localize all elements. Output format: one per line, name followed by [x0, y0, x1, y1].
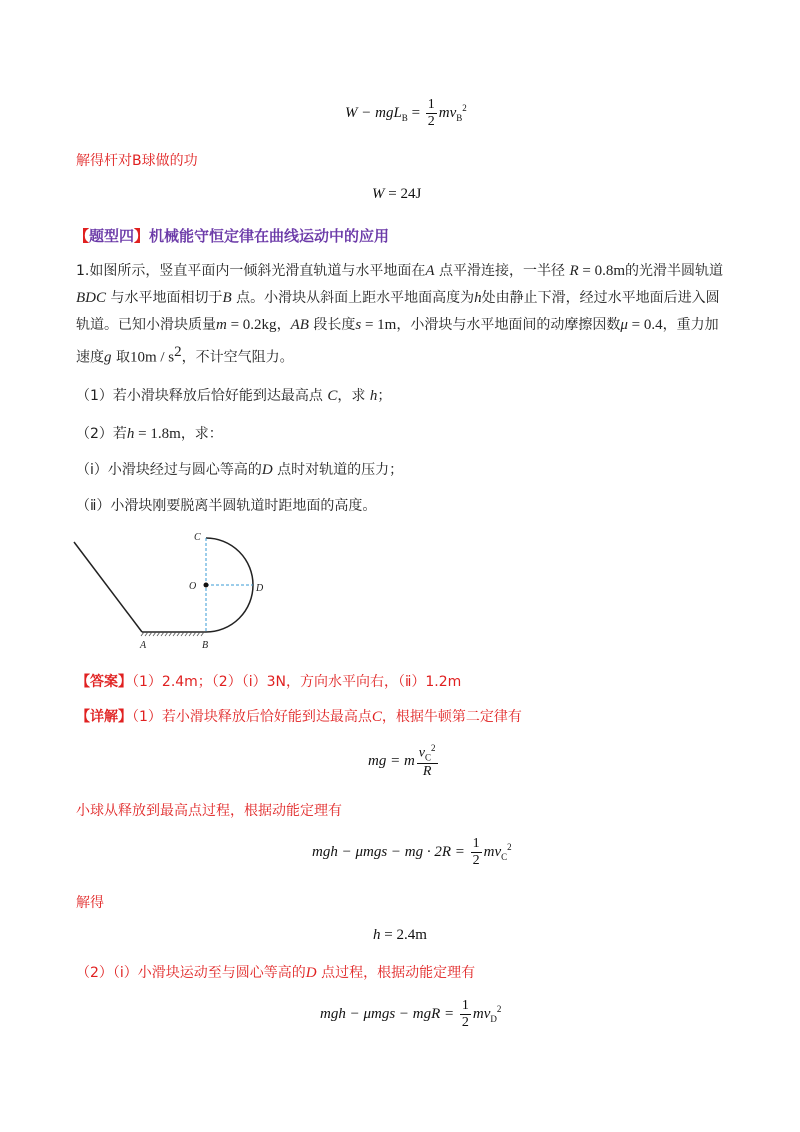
- problem-line-3: 轨道。已知小滑块质量m = 0.2kg，AB 段长度s = 1m，小滑块与水平地面间的动摩擦因数μ = 0.4，重力加: [76, 317, 719, 333]
- problem-line-1: 1.如图所示，竖直平面内一倾斜光滑直轨道与水平地面在A 点平滑连接，一半径 R = 0.8m的光滑半圆轨道: [76, 263, 723, 279]
- label-d: D: [256, 583, 264, 594]
- label-o: O: [189, 581, 197, 592]
- question-2-ii: （ⅱ）小滑块刚要脱离半圆轨道时距地面的高度。: [76, 498, 377, 514]
- track-diagram: [70, 528, 280, 658]
- solution-text-point-d: （2）（ⅰ）小滑块运动至与圆心等高的D 点过程，根据动能定理有: [76, 965, 476, 981]
- solution-text-energy-top: 小球从释放到最高点过程，根据动能定理有: [76, 803, 342, 819]
- center-point: [204, 583, 209, 588]
- section-heading: 【题型四】机械能守恒定律在曲线运动中的应用: [74, 227, 390, 245]
- solution-text-solve: 解得: [76, 895, 104, 911]
- answer-line: 【答案】（1）2.4m；（2）（ⅰ）3N，方向水平向右，（ⅱ）1.2m: [76, 674, 462, 690]
- incline-track: [74, 542, 142, 632]
- question-1: （1）若小滑块释放后恰好能到达最高点 C，求 h；: [76, 388, 392, 404]
- question-2-i: （ⅰ）小滑块经过与圆心等高的D 点时对轨道的压力；: [76, 462, 404, 478]
- detail-line: 【详解】（1）若小滑块释放后恰好能到达最高点C，根据牛顿第二定律有: [76, 709, 522, 725]
- equation-work-energy-b: W − mgL$_B$ = $\frac{1}{2}$ $mv_B^2$: [345, 97, 467, 130]
- equation-work-energy-d: mgh − μmgs − mgR = $\frac{1}{2}$ $mv_D^2$: [320, 998, 502, 1031]
- equation-work-energy-c: mgh − μmgs − mg · 2R = $\frac{1}{2}$ $mv_C^2$: [312, 836, 512, 869]
- label-a: A: [140, 640, 147, 651]
- problem-line-4: 速度g 取$10m / s^2$，不计空气阻力。: [76, 344, 294, 366]
- problem-statement: [76, 258, 736, 372]
- label-b: B: [202, 640, 209, 651]
- equation-newton-second-law: mg = m $\frac{v_C^2}{R}$: [368, 743, 436, 779]
- label-c: C: [194, 532, 201, 543]
- question-2: （2）若h = 1.8m，求：: [76, 426, 223, 442]
- problem-line-2: BDC 与水平地面相切于B 点。小滑块从斜面上距水平地面高度为h处由静止下滑，经过水平地面后进入圆: [76, 290, 720, 306]
- solution-text-rod-work: 解得杆对B球做的功: [76, 153, 198, 169]
- equation-h-result: h = 2.4m: [373, 927, 427, 943]
- equation-work-result: W = 24J: [372, 186, 422, 202]
